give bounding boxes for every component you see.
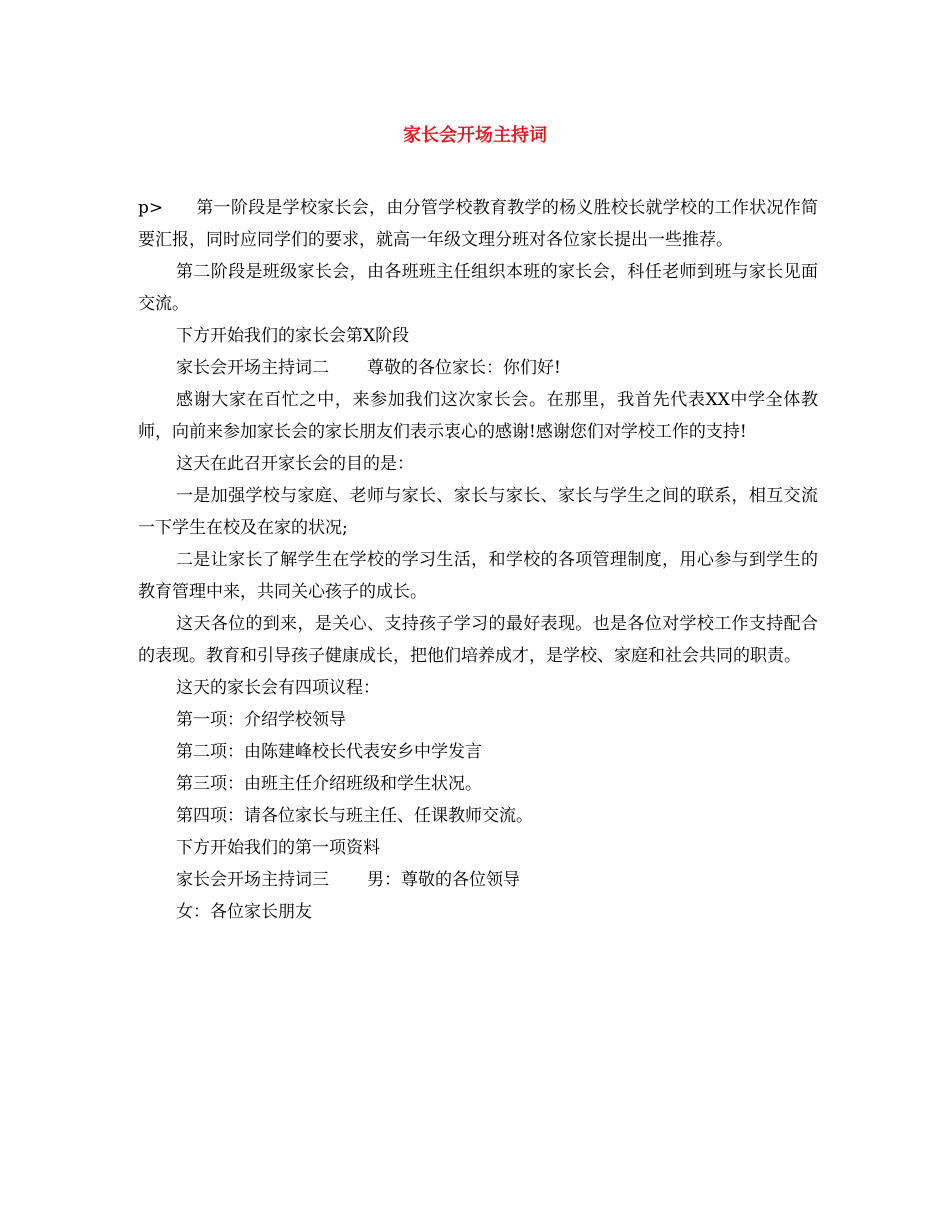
paragraph-8: 二是让家长了解学生在学校的学习生活，和学校的各项管理制度，用心参与到学生的教育管理中来，共同关心孩子的成长。 <box>138 550 818 602</box>
paragraph-last: 女：各位家长朋友 <box>176 902 312 922</box>
paragraph-9: 这天各位的到来，是关心、支持孩子学习的最好表现。也是各位对学校工作支持配合的表现。教育和引导孩子健康成长，把他们培养成才，是学校、家庭和社会共同的职责。 <box>138 614 818 666</box>
paragraph-prefix: p> <box>138 198 164 218</box>
document-body <box>138 192 818 928</box>
split-line-2 <box>138 864 818 896</box>
paragraph-3: 下方开始我们的家长会第X阶段 <box>176 326 410 346</box>
split-line-1-right: 尊敬的各位家长：你们好! <box>367 358 561 378</box>
agenda-item-2: 第二项：由陈建峰校长代表安乡中学发言 <box>176 742 482 762</box>
agenda-item-4: 第四项：请各位家长与班主任、任课教师交流。 <box>176 806 533 826</box>
paragraph-1 <box>138 192 818 256</box>
paragraph-2: 第二阶段是班级家长会，由各班班主任组织本班的家长会，科任老师到班与家长见面交流。 <box>138 262 818 314</box>
agenda-item-1: 第一项：介绍学校领导 <box>176 710 346 730</box>
split-line-1 <box>138 352 818 384</box>
split-line-1-left: 家长会开场主持词二 <box>176 358 329 378</box>
paragraph-5: 感谢大家在百忙之中，来参加我们这次家长会。在那里，我首先代表XX中学全体教师，向前来参加家长会的家长朋友们表示衷心的感谢!感谢您们对学校工作的支持! <box>138 390 818 442</box>
document-title: 家长会开场主持词 <box>403 125 547 146</box>
paragraph-15: 下方开始我们的第一项资料 <box>176 838 380 858</box>
split-line-2-right: 男：尊敬的各位领导 <box>367 870 520 890</box>
paragraph-7: 一是加强学校与家庭、老师与家长、家长与家长、家长与学生之间的联系，相互交流一下学生在校及在家的状况; <box>138 486 818 538</box>
paragraph-1-text: 第一阶段是学校家长会，由分管学校教育教学的杨义胜校长就学校的工作状况作简要汇报，同时应同学们的要求，就高一年级文理分班对各位家长提出一些推荐。 <box>138 198 818 250</box>
paragraph-10: 这天的家长会有四项议程： <box>176 678 380 698</box>
paragraph-6: 这天在此召开家长会的目的是： <box>176 454 414 474</box>
agenda-item-3: 第三项：由班主任介绍班级和学生状况。 <box>176 774 482 794</box>
split-line-2-left: 家长会开场主持词三 <box>176 870 329 890</box>
